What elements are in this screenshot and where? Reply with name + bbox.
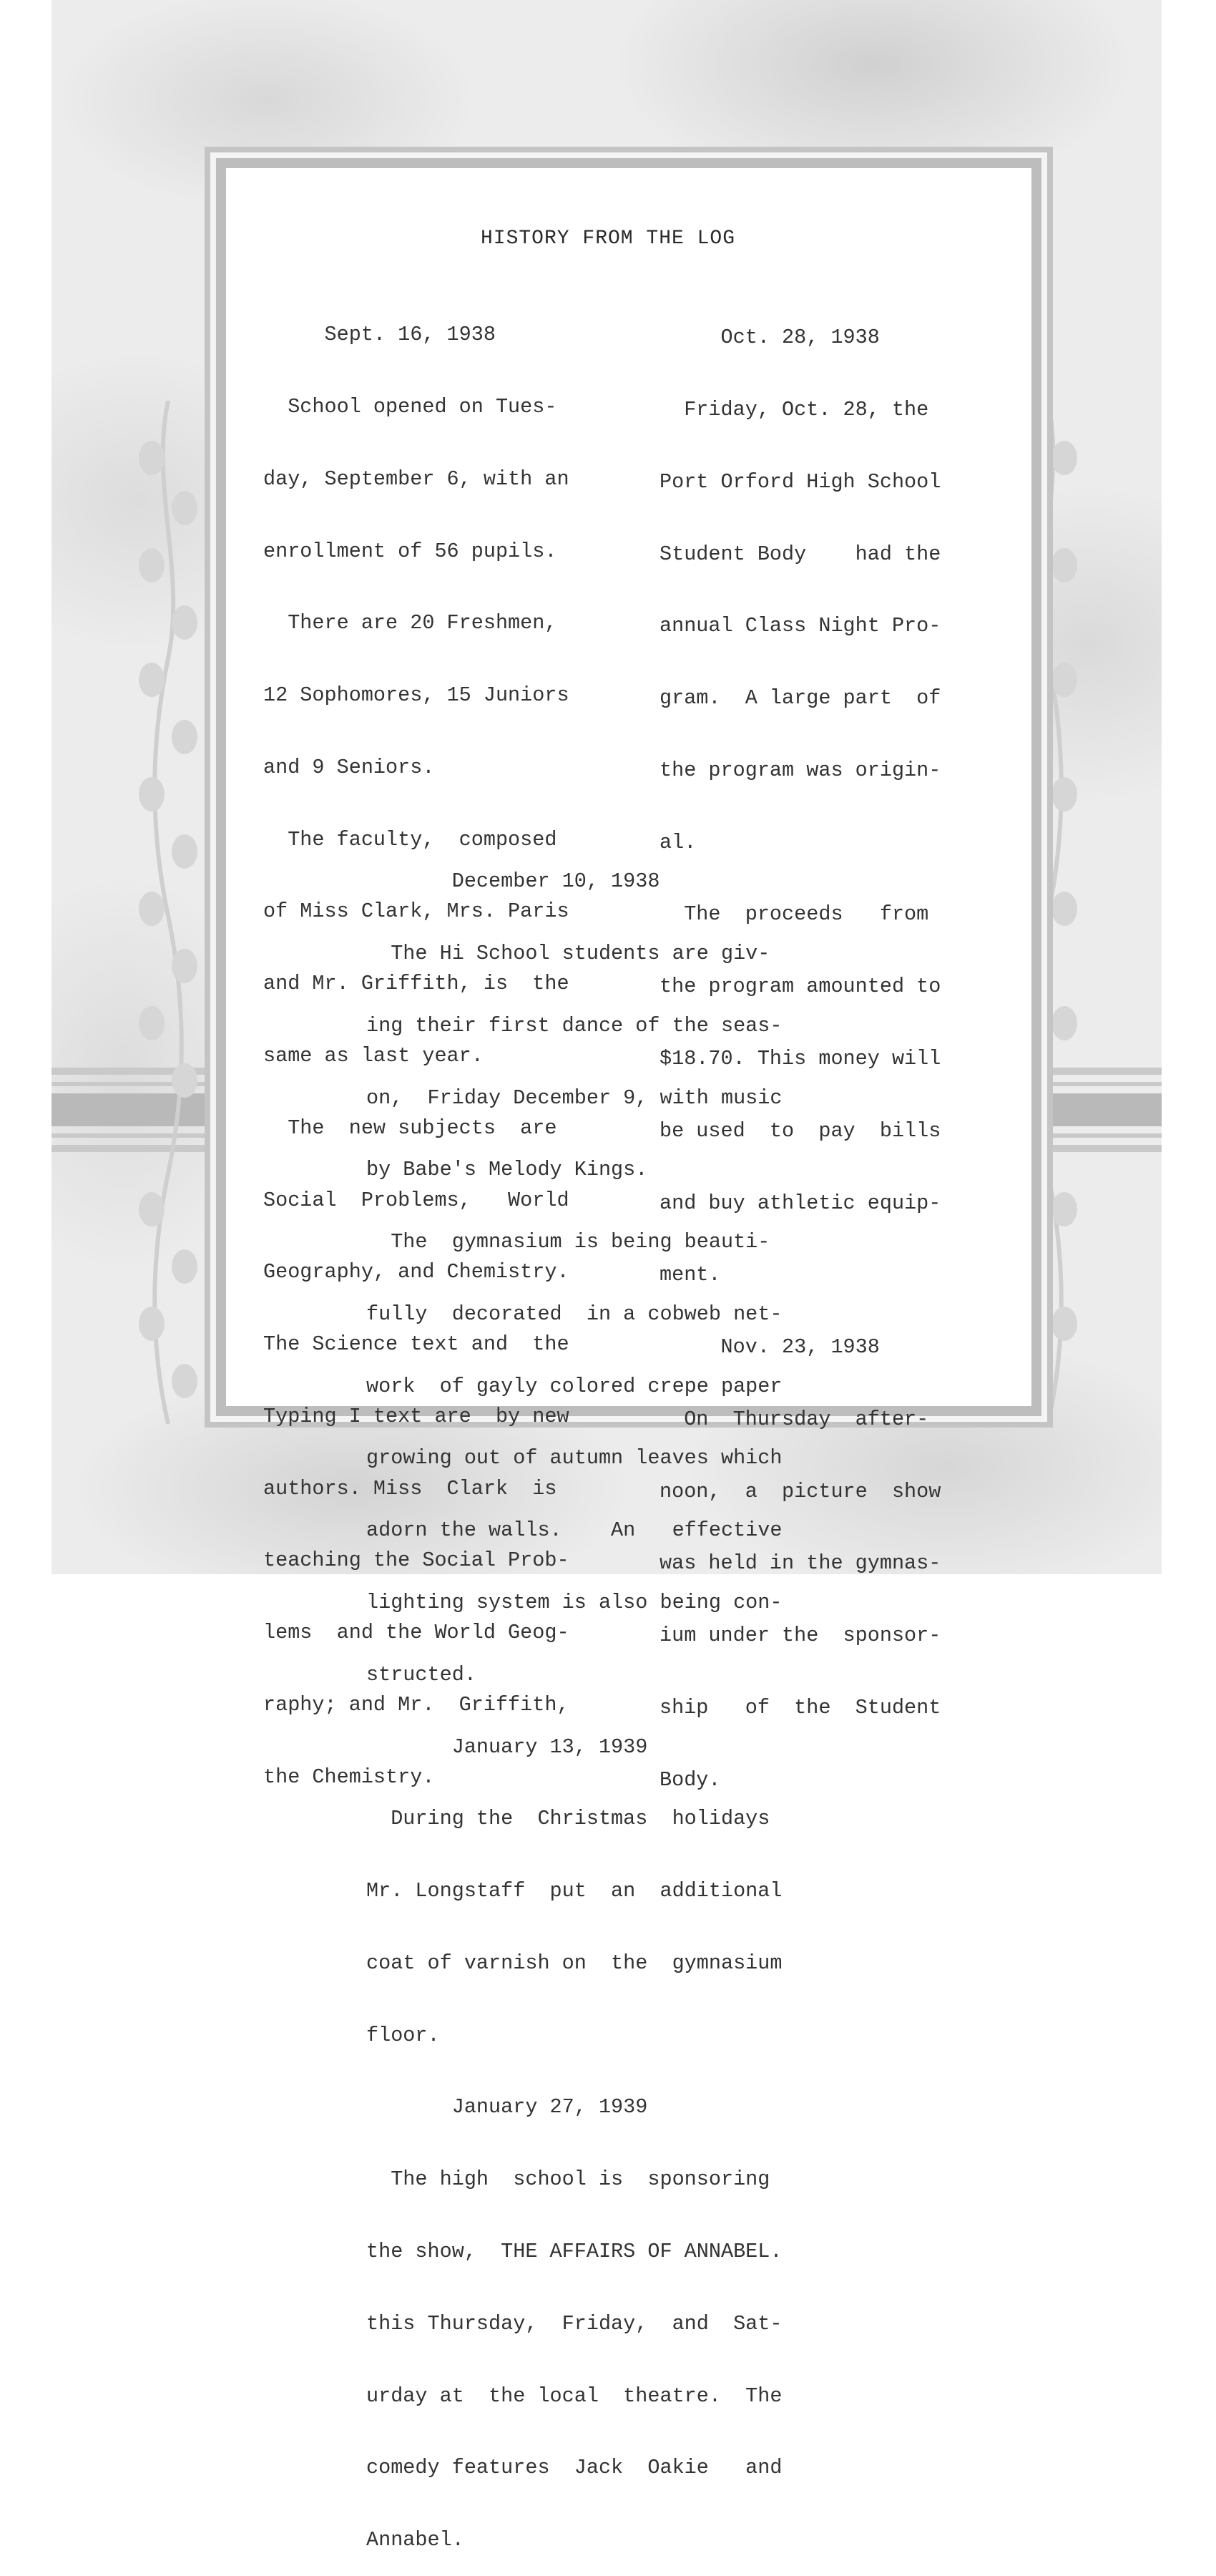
bottom-line: this Thursday, Friday, and Sat- (366, 2311, 783, 2336)
right-line: be used to pay bills (660, 1118, 941, 1143)
left-line: of Miss Clark, Mrs. Paris (263, 899, 569, 924)
left-line: Sept. 16, 1938 (263, 323, 496, 347)
right-line: al. (660, 830, 697, 854)
left-line: and 9 Seniors. (263, 755, 435, 779)
left-line: the Chemistry. (263, 1765, 435, 1789)
left-line: authors. Miss Clark is (263, 1476, 557, 1501)
bottom-line: adorn the walls. An effective (366, 1518, 783, 1543)
right-line: noon, a picture show (660, 1479, 941, 1503)
bottom-line: on, Friday December 9, with music (366, 1085, 783, 1110)
right-line: the program amounted to (660, 975, 941, 999)
bottom-line: growing out of autumn leaves which (366, 1446, 783, 1470)
right-line: $18.70. This money will (660, 1047, 941, 1070)
bottom-line: The high school is sponsoring (366, 2167, 770, 2192)
page-title: HISTORY FROM THE LOG (480, 228, 736, 250)
left-line: The Science text and the (263, 1332, 569, 1357)
bottom-line: The Hi School students are giv- (366, 941, 770, 965)
bottom-line: Mr. Longstaff put an additional (366, 1879, 783, 1903)
bottom-line: comedy features Jack Oakie and (366, 2456, 783, 2480)
bottom-line: January 13, 1939 (366, 1735, 648, 1759)
bottom-line: fully decorated in a cobweb net- (366, 1302, 783, 1326)
left-line: The new subjects are (263, 1116, 557, 1140)
right-line: The proceeds from (660, 902, 929, 927)
left-line: raphy; and Mr. Griffith, (263, 1693, 569, 1717)
right-line: ment. (660, 1263, 721, 1287)
left-line: The faculty, composed (263, 827, 557, 852)
right-line: Port Orford High School (660, 469, 941, 494)
bottom-line: ing their first dance of the seas- (366, 1013, 783, 1038)
leaf-vine-ornament-left (136, 401, 200, 1424)
right-line: Nov. 23, 1938 (660, 1335, 880, 1360)
left-line: There are 20 Freshmen, (263, 611, 557, 635)
right-line: was held in the gymnas- (660, 1551, 941, 1576)
left-line: and Mr. Griffith, is the (263, 972, 569, 996)
left-line: enrollment of 56 pupils. (263, 539, 557, 563)
right-line: On Thursday after- (660, 1407, 929, 1431)
left-line: lems and the World Geog- (263, 1621, 569, 1645)
right-line: ium under the sponsor- (660, 1624, 941, 1648)
bottom-column (366, 821, 783, 2576)
bottom-line: by Babe's Melody Kings. (366, 1158, 648, 1182)
bottom-line: December 10, 1938 (366, 869, 660, 894)
left-line: 12 Sophomores, 15 Juniors (263, 683, 569, 708)
left-line: teaching the Social Prob- (263, 1548, 569, 1573)
left-line: Typing I text are by new (263, 1404, 569, 1428)
right-line: Friday, Oct. 28, the (660, 397, 929, 421)
bottom-line: coat of varnish on the gymnasium (366, 1951, 783, 1975)
right-line: Student Body had the (660, 542, 941, 566)
left-line: Social Problems, World (263, 1188, 569, 1212)
right-line: the program was origin- (660, 758, 941, 782)
left-line: same as last year. (263, 1044, 484, 1068)
bottom-line: floor. (366, 2023, 440, 2047)
right-line: Oct. 28, 1938 (660, 326, 880, 350)
bottom-line: During the Christmas holidays (366, 1807, 770, 1831)
bottom-line: Annabel. (366, 2528, 464, 2552)
right-line: Body. (660, 1767, 721, 1792)
right-line: and buy athletic equip- (660, 1191, 941, 1215)
bottom-line: The gymnasium is being beauti- (366, 1230, 770, 1254)
bottom-line: structed. (366, 1662, 476, 1687)
bottom-line: work of gayly colored crepe paper (366, 1374, 783, 1398)
left-line: School opened on Tues- (263, 394, 557, 419)
bottom-line: lighting system is also being con- (366, 1591, 783, 1614)
left-line: day, September 6, with an (263, 467, 569, 491)
bottom-line: urday at the local theatre. The (366, 2384, 783, 2408)
right-line: gram. A large part of (660, 686, 941, 711)
right-line: ship of the Student (660, 1696, 941, 1720)
bottom-line: January 27, 1939 (366, 2095, 648, 2119)
bottom-line: the show, THE AFFAIRS OF ANNABEL. (366, 2240, 783, 2264)
left-line: Geography, and Chemistry. (263, 1260, 569, 1284)
right-line: annual Class Night Pro- (660, 614, 941, 638)
